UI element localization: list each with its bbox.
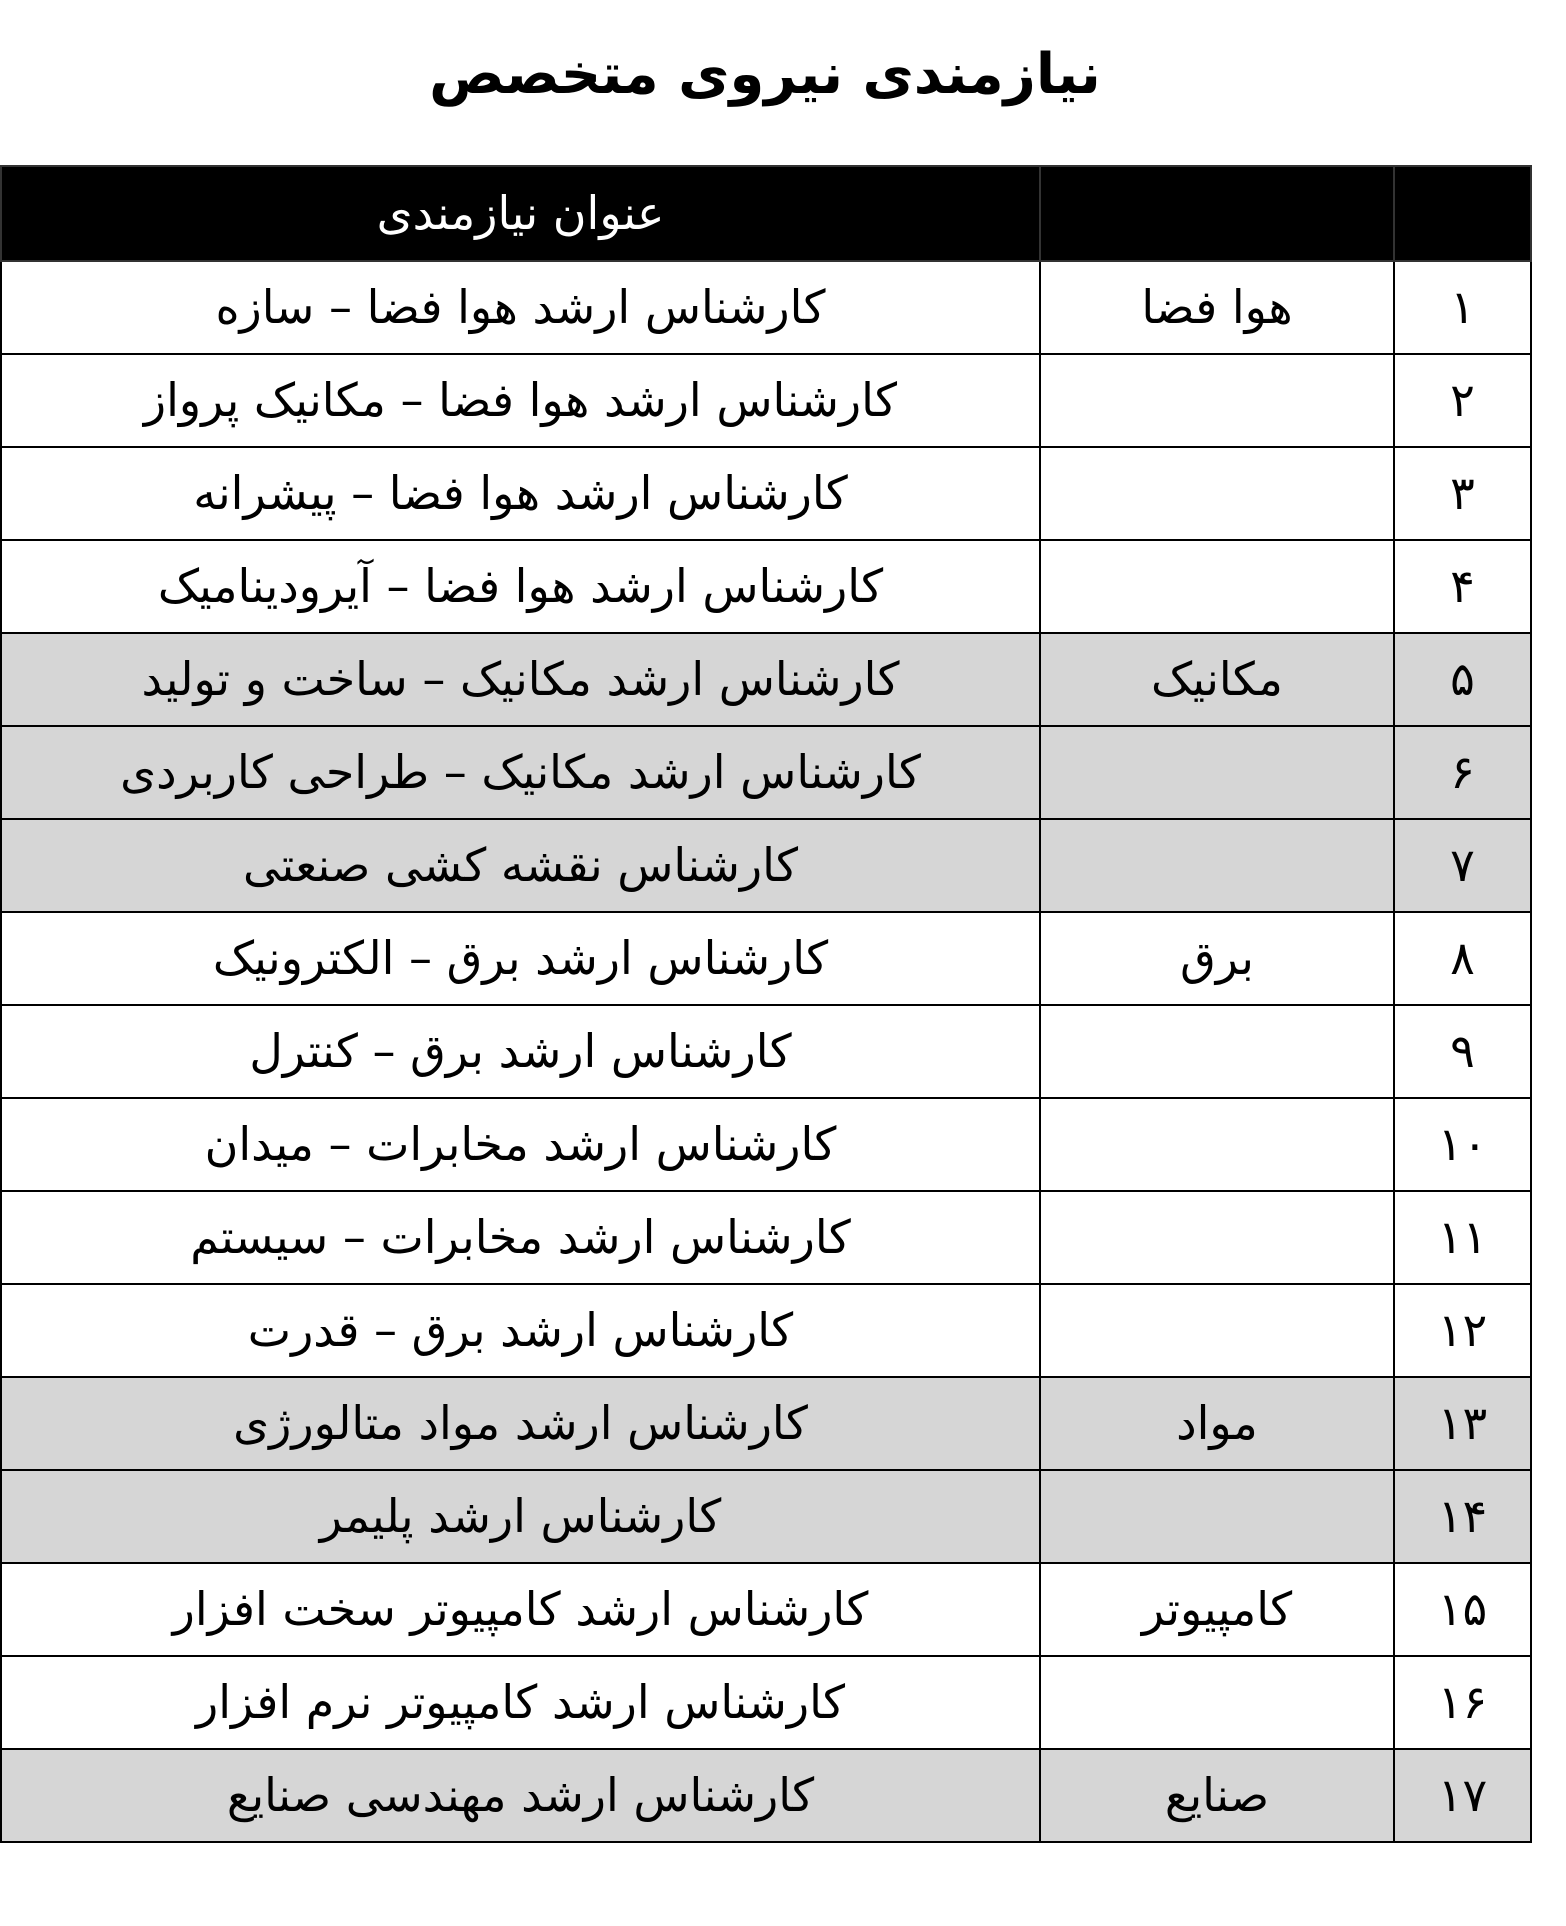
row-title: کارشناس ارشد هوا فضا – آیرودینامیک	[1, 540, 1040, 633]
table-row	[1, 447, 1531, 540]
row-number: ۱۶	[1394, 1656, 1531, 1749]
row-title: کارشناس ارشد مخابرات – سیستم	[1, 1191, 1040, 1284]
row-title: کارشناس نقشه کشی صنعتی	[1, 819, 1040, 912]
row-category: مکانیک	[1040, 633, 1394, 726]
table-row	[1, 1377, 1531, 1470]
row-number: ۱	[1394, 261, 1531, 354]
table-row	[1, 1563, 1531, 1656]
table-row	[1, 1284, 1531, 1377]
row-title: کارشناس ارشد مواد متالورژی	[1, 1377, 1040, 1470]
table-body	[1, 261, 1531, 1842]
row-title: کارشناس ارشد کامپیوتر سخت افزار	[1, 1563, 1040, 1656]
table-row	[1, 726, 1531, 819]
row-number: ۱۳	[1394, 1377, 1531, 1470]
row-category	[1040, 1191, 1394, 1284]
row-title: کارشناس ارشد مهندسی صنایع	[1, 1749, 1040, 1842]
row-category	[1040, 1470, 1394, 1563]
row-title: کارشناس ارشد مکانیک – طراحی کاربردی	[1, 726, 1040, 819]
row-category	[1040, 447, 1394, 540]
row-category: صنایع	[1040, 1749, 1394, 1842]
table-row	[1, 1098, 1531, 1191]
row-number: ۷	[1394, 819, 1531, 912]
row-title: کارشناس ارشد برق – کنترل	[1, 1005, 1040, 1098]
table-header	[1, 166, 1531, 261]
table-row	[1, 1470, 1531, 1563]
row-number: ۱۴	[1394, 1470, 1531, 1563]
row-number: ۳	[1394, 447, 1531, 540]
requirements-table	[0, 165, 1532, 1843]
row-number: ۱۲	[1394, 1284, 1531, 1377]
row-number: ۴	[1394, 540, 1531, 633]
table-row	[1, 1191, 1531, 1284]
row-number: ۶	[1394, 726, 1531, 819]
row-category	[1040, 540, 1394, 633]
row-category	[1040, 354, 1394, 447]
table-row	[1, 1005, 1531, 1098]
header-title: عنوان نیازمندی	[1, 166, 1040, 261]
row-title: کارشناس ارشد هوا فضا – پیشرانه	[1, 447, 1040, 540]
row-title: کارشناس ارشد پلیمر	[1, 1470, 1040, 1563]
table-row	[1, 633, 1531, 726]
row-number: ۲	[1394, 354, 1531, 447]
row-category	[1040, 1005, 1394, 1098]
row-category: کامپیوتر	[1040, 1563, 1394, 1656]
row-number: ۱۰	[1394, 1098, 1531, 1191]
header-number	[1394, 166, 1531, 261]
row-number: ۸	[1394, 912, 1531, 1005]
row-category	[1040, 1284, 1394, 1377]
row-category: هوا فضا	[1040, 261, 1394, 354]
table-row	[1, 540, 1531, 633]
row-number: ۱۷	[1394, 1749, 1531, 1842]
row-title: کارشناس ارشد مکانیک – ساخت و تولید	[1, 633, 1040, 726]
row-number: ۱۵	[1394, 1563, 1531, 1656]
row-category: مواد	[1040, 1377, 1394, 1470]
row-number: ۵	[1394, 633, 1531, 726]
header-category	[1040, 166, 1394, 261]
table-row	[1, 354, 1531, 447]
table-row	[1, 261, 1531, 354]
row-title: کارشناس ارشد مخابرات – میدان	[1, 1098, 1040, 1191]
row-category	[1040, 819, 1394, 912]
row-title: کارشناس ارشد هوا فضا – سازه	[1, 261, 1040, 354]
row-title: کارشناس ارشد برق – الکترونیک	[1, 912, 1040, 1005]
table-row	[1, 1656, 1531, 1749]
table-row	[1, 819, 1531, 912]
page-title: نیازمندی نیروی متخصص	[429, 42, 1101, 107]
row-number: ۱۱	[1394, 1191, 1531, 1284]
row-category: برق	[1040, 912, 1394, 1005]
header-row	[1, 166, 1531, 261]
row-category	[1040, 1656, 1394, 1749]
table-row	[1, 1749, 1531, 1842]
row-title: کارشناس ارشد کامپیوتر نرم افزار	[1, 1656, 1040, 1749]
row-title: کارشناس ارشد برق – قدرت	[1, 1284, 1040, 1377]
row-category	[1040, 726, 1394, 819]
row-title: کارشناس ارشد هوا فضا – مکانیک پرواز	[1, 354, 1040, 447]
row-category	[1040, 1098, 1394, 1191]
row-number: ۹	[1394, 1005, 1531, 1098]
table-row	[1, 912, 1531, 1005]
